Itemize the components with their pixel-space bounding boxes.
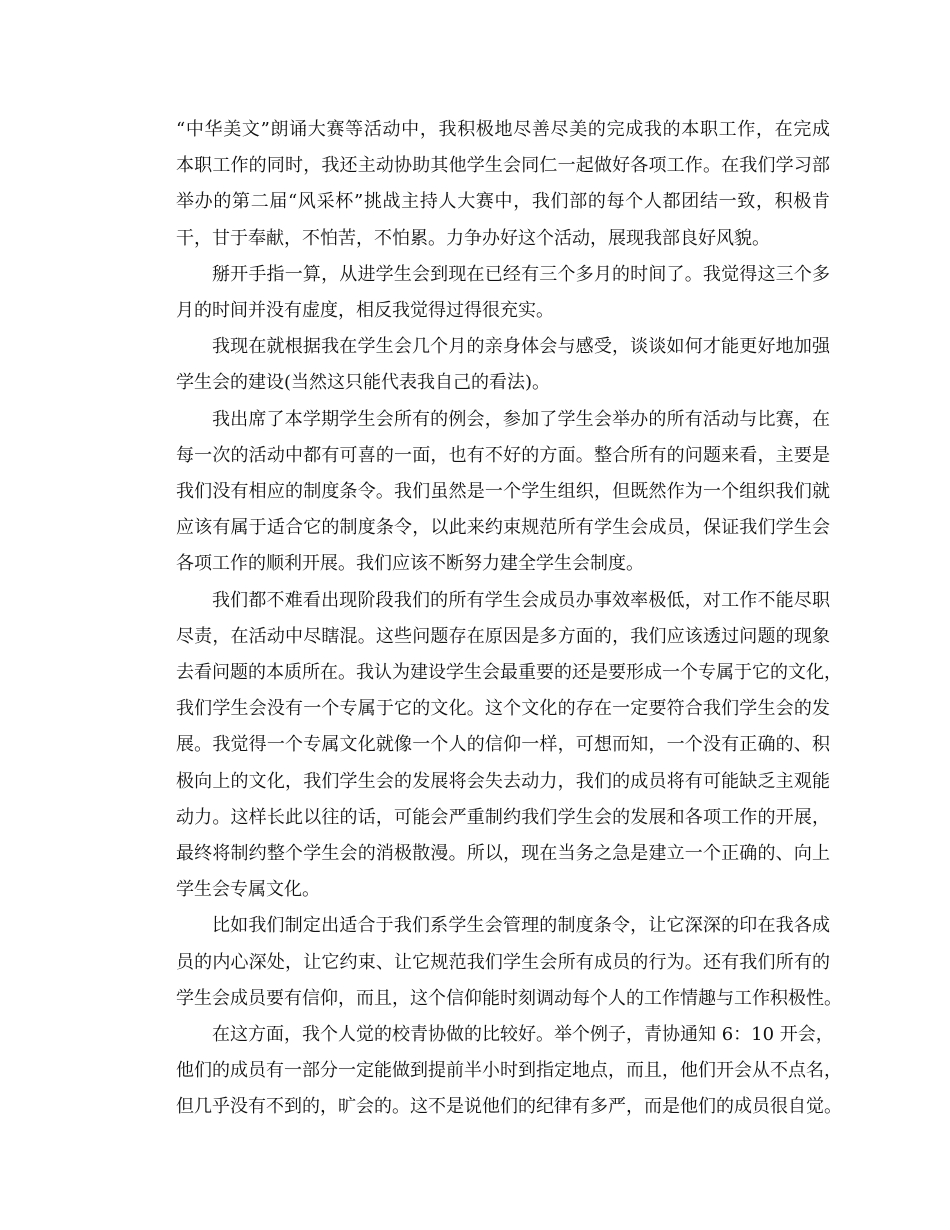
- text-line: 他们的成员有一部分一定能做到提前半小时到指定地点，而且，他们开会从不点名，: [176, 1060, 842, 1082]
- text-line: 但几乎没有不到的，旷会的。这不是说他们的纪律有多严，而是他们的成员很自觉。: [176, 1096, 842, 1118]
- text-line: 月的时间并没有虚度，相反我觉得过得很充实。: [176, 300, 554, 322]
- paragraph: [140, 583, 842, 909]
- text-line: 我出席了本学期学生会所有的例会，参加了学生会举办的所有活动与比赛，在: [212, 408, 830, 430]
- text-line: 在这方面，我个人觉的校青协做的比较好。举个例子，青协通知 6：10 开会，: [212, 1024, 834, 1046]
- paragraph: [140, 402, 830, 583]
- paragraph: [140, 329, 830, 401]
- text-line: 应该有属于适合它的制度条令，以此来约束规范所有学生会成员，保证我们学生会: [176, 517, 830, 539]
- text-line: 本职工作的同时，我还主动协助其他学生会同仁一起做好各项工作。在我们学习部: [176, 155, 830, 177]
- text-line: 我们都不难看出现阶段我们的所有学生会成员办事效率极低，对工作不能尽职: [212, 589, 830, 611]
- text-line: 学生会的建设(当然这只能代表我自己的看法)。: [176, 372, 551, 394]
- text-line: 我们没有相应的制度条令。我们虽然是一个学生组织，但既然作为一个组织我们就: [176, 481, 830, 503]
- text-line: 尽责，在活动中尽瞎混。这些问题存在原因是多方面的，我们应该透过问题的现象: [176, 625, 830, 647]
- text-line: 比如我们制定出适合于我们系学生会管理的制度条令，让它深深的印在我各成: [212, 915, 830, 937]
- text-line: 各项工作的顺利开展。我们应该不断努力建全学生会制度。: [176, 553, 644, 575]
- document-body: [140, 112, 842, 1126]
- text-line: 学生会专属文化。: [176, 879, 320, 901]
- text-line: 极向上的文化，我们学生会的发展将会失去动力，我们的成员将有可能缺乏主观能: [176, 770, 830, 792]
- text-line: 举办的第二届“风采杯”挑战主持人大赛中，我们部的每个人都团结一致，积极肯: [176, 191, 830, 213]
- paragraph: [140, 112, 830, 257]
- text-line: 掰开手指一算，从进学生会到现在已经有三个多月的时间了。我觉得这三个多: [212, 263, 830, 285]
- text-line: 动力。这样长此以往的话，可能会严重制约我们学生会的发展和各项工作的开展，: [176, 806, 830, 828]
- text-line: 干，甘于奉献，不怕苦，不怕累。力争办好这个活动，展现我部良好风貌。: [176, 227, 770, 249]
- text-line: 学生会成员要有信仰，而且，这个信仰能时刻调动每个人的工作情趣与工作积极性。: [176, 987, 842, 1009]
- text-line: 最终将制约整个学生会的消极散漫。所以，现在当务之急是建立一个正确的、向上: [176, 843, 830, 865]
- text-line: 展。我觉得一个专属文化就像一个人的信仰一样，可想而知，一个没有正确的、积: [176, 734, 830, 756]
- text-line: “中华美文”朗诵大赛等活动中，我积极地尽善尽美的完成我的本职工作，在完成: [176, 119, 830, 140]
- text-line: 去看问题的本质所在。我认为建设学生会最重要的还是要形成一个专属于它的文化，: [176, 662, 842, 684]
- paragraph: [140, 257, 830, 329]
- text-line: 我现在就根据我在学生会几个月的亲身体会与感受，谈谈如何才能更好地加强: [212, 336, 830, 358]
- text-line: 每一次的活动中都有可喜的一面，也有不好的方面。整合所有的问题来看，主要是: [176, 444, 830, 466]
- paragraph: [140, 1017, 842, 1126]
- text-line: 我们学生会没有一个专属于它的文化。这个文化的存在一定要符合我们学生会的发: [176, 698, 830, 720]
- paragraph: [140, 908, 842, 1017]
- text-line: 员的内心深处，让它约束、让它规范我们学生会所有成员的行为。还有我们所有的: [176, 951, 830, 973]
